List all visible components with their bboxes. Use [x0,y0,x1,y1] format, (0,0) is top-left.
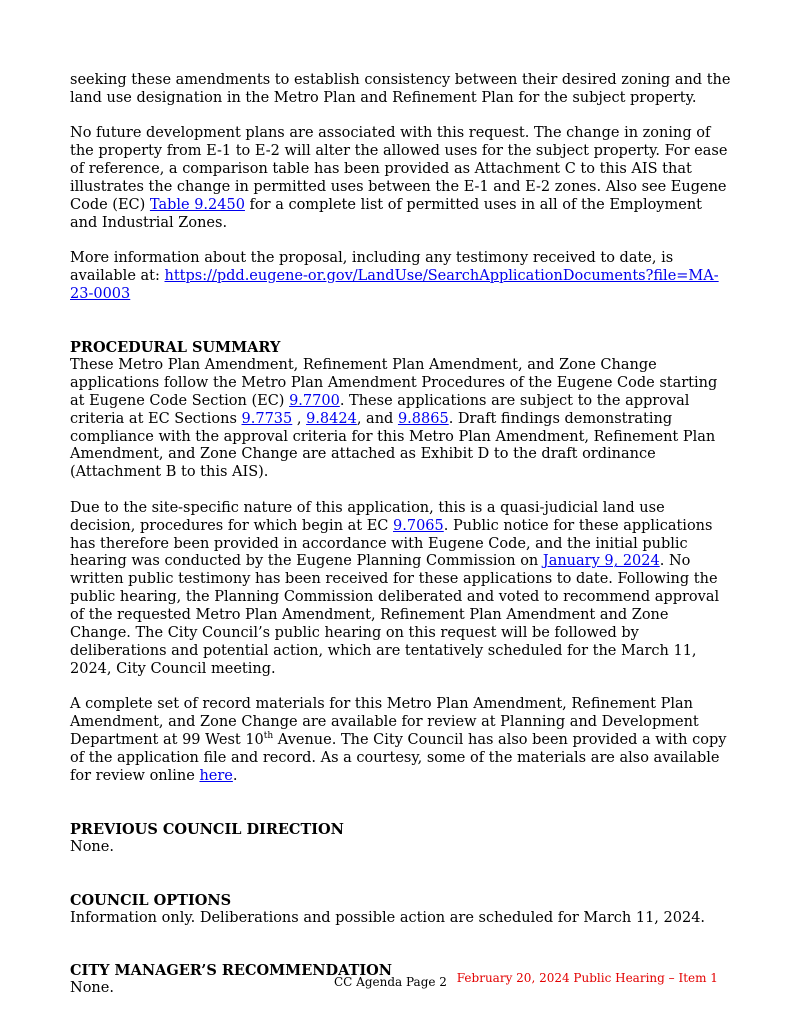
procedural-text: Due to the site-specific nature of this application, this is a quasi-judicial land use decision, procedures for which begin at EC [70,499,665,534]
application-documents-link[interactable]: https://pdd.eugene-or.gov/LandUse/SearchApplicationDocuments?file=MA-23-0003 [70,268,719,303]
table-9-2450-link[interactable]: Table 9.2450 [149,196,245,213]
city-manager-recommendation-body: None. [70,980,114,997]
here-link[interactable]: here [199,767,233,784]
development-text: No future development plans are associated with this request. The change in zoning of the property from E-1 to E-2 will alter the allowed uses for the subject property. For ease of reference, a comparison table has been provided as Attachment C to this AIS that illustrates the change in permitted uses between the E-1 and E-2 zones. Also see Eugene Code (EC) [70,125,728,213]
more-info-paragraph [70,250,732,304]
council-options-heading: COUNCIL OPTIONS [70,891,232,909]
procedural-text: Avenue. The City Council has also been provided a with copy of the application file and record. As a courtesy, some of the materials are also available for review online [70,732,727,784]
procedural-text: . These applications are subject to the approval criteria at EC Sections [70,392,690,427]
city-manager-recommendation-heading: CITY MANAGER’S RECOMMENDATION [70,962,393,980]
procedural-text: , [292,410,307,427]
procedural-text: . Public notice for these applications has therefore been provided in accordance with Eugene Code, and the initial public hearing was conducted by the Eugene Planning Commission on [70,517,713,570]
procedural-paragraph-3 [70,696,732,786]
ordinal-suffix: th [263,731,274,742]
development-paragraph [70,125,732,232]
procedural-text: . [232,767,238,784]
procedural-paragraph-2 [70,500,732,679]
ec-9-7735-link[interactable]: 9.7735 [241,410,293,427]
public-hearing-label: February 20, 2024 Public Hearing – Item 1 [456,971,718,985]
procedural-text: A complete set of record materials for this Metro Plan Amendment, Refinement Plan Amendment, and Zone Change are available for review at Planning and Development Department at 99 West 10 [70,696,699,749]
intro-text: seeking these amendments to establish consistency between their desired zoning and the land use designation in the Metro Plan and Refinement Plan for the subject property. [70,72,731,106]
development-text-end: for a complete list of permitted uses in all of the Employment and Industrial Zones. [70,196,702,231]
ec-9-8865-link[interactable]: 9.8865 [397,410,449,427]
procedural-text: . No written public testimony has been received for these applications to date. Following the public hearing, the Planning Commission deliberated and voted to recommend approval of the requested Metro Plan Amendment, Refinement Plan Amendment and Zone Change. The City Council’s public hearing on this request will be followed by deliberations and potential action, which are tentatively scheduled for the March 11, 2024, City Council meeting. [70,553,720,677]
ec-9-8424-link[interactable]: 9.8424 [306,410,357,427]
january-9-2024-link[interactable]: January 9, 2024 [542,553,660,570]
procedural-text: . Draft findings demonstrating compliance with the approval criteria for this Metro Plan Amendment, Refinement Plan Amendment, and Zone Change are attached as Exhibit D to the draft ordinance (Attachment B to this AIS). [70,410,716,481]
procedural-summary-heading: PROCEDURAL SUMMARY [70,338,281,356]
agenda-page-label: CC Agenda Page 2 [334,975,447,989]
previous-council-direction-body: None. [70,838,114,855]
council-options-body: Information only. Deliberations and possible action are scheduled for March 11, 2024. [70,909,706,926]
ec-9-7065-link[interactable]: 9.7065 [393,517,444,534]
procedural-text: These Metro Plan Amendment, Refinement Plan Amendment, and Zone Change applications follow the Metro Plan Amendment Procedures of the Eugene Code starting at Eugene Code Section (EC) [70,356,718,409]
ec-9-7700-link[interactable]: 9.7700 [289,392,340,409]
procedural-paragraph-1 [70,357,732,482]
document-page [70,72,732,998]
procedural-text: , and [356,410,398,427]
more-info-text: More information about the proposal, including any testimony received to date, is available at: [70,250,674,285]
previous-council-direction-heading: PREVIOUS COUNCIL DIRECTION [70,820,344,838]
intro-paragraph [70,72,732,108]
page-footer [334,971,718,989]
